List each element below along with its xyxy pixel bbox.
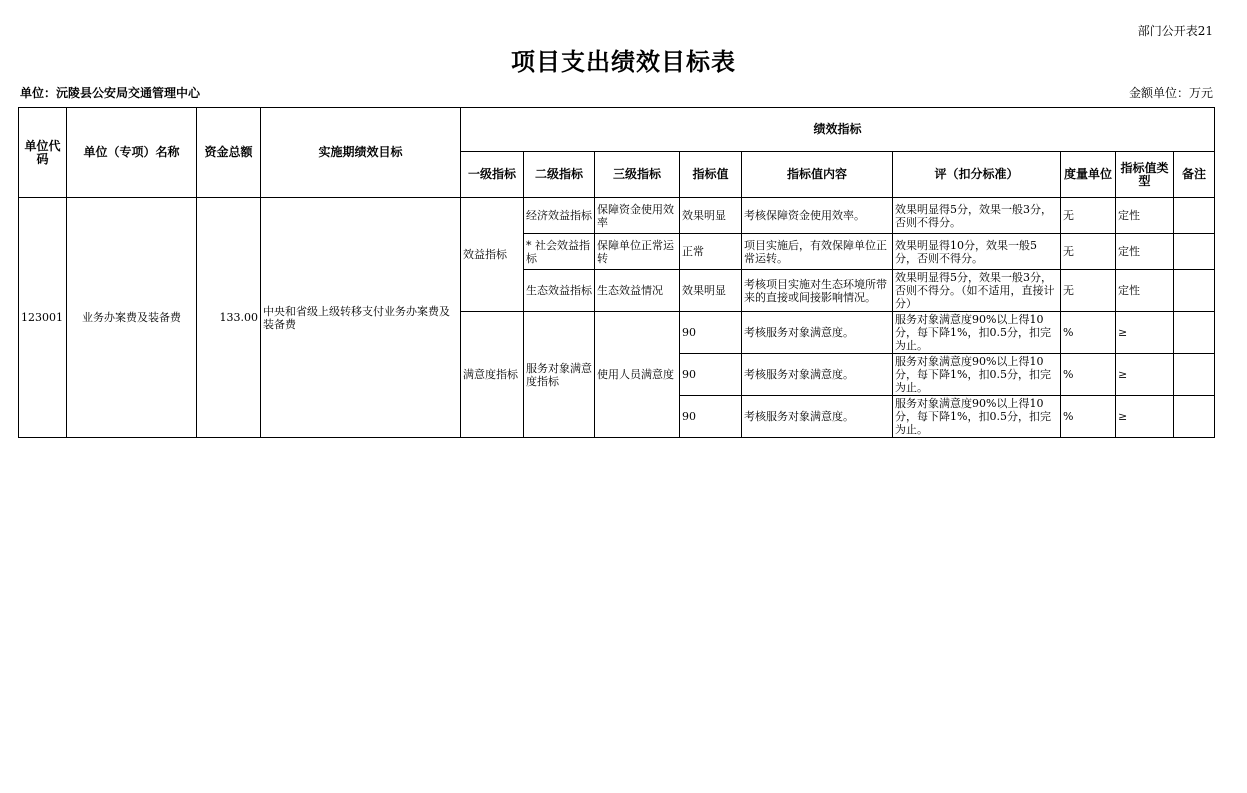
value-cell: 90 [680,396,742,438]
header-total-funds: 资金总额 [197,108,261,198]
remark-cell [1174,312,1215,354]
scoring-cell: 效果明显得5分，效果一般3分，否则不得分。（如不适用，直接计分） [893,270,1061,312]
content-cell: 考核服务对象满意度。 [742,396,893,438]
header-scoring: 评（扣分标准） [893,152,1061,198]
level1-cell: 效益指标 [461,198,524,312]
scoring-cell: 效果明显得5分，效果一般3分，否则不得分。 [893,198,1061,234]
project-code: 123001 [19,198,67,438]
unit-cell: 无 [1061,270,1116,312]
unit-label: 单位：沅陵县公安局交通管理中心 [20,86,201,100]
type-cell: 定性 [1116,198,1174,234]
value-cell: 效果明显 [680,198,742,234]
remark-cell [1174,234,1215,270]
remark-cell [1174,396,1215,438]
remark-cell [1174,354,1215,396]
scoring-cell: 服务对象满意度90%以上得10分，每下降1%，扣0.5分，扣完为止。 [893,396,1061,438]
header-unit-name: 单位（专项）名称 [67,108,197,198]
type-cell: ≥ [1116,396,1174,438]
level3-cell: 生态效益情况 [595,270,680,312]
table-row [19,198,1215,234]
header-level3: 三级指标 [595,152,680,198]
header-remark: 备注 [1174,152,1215,198]
project-name: 业务办案费及装备费 [67,198,197,438]
money-unit-label: 金额单位：万元 [1128,86,1213,100]
type-cell: ≥ [1116,354,1174,396]
header-level1: 一级指标 [461,152,524,198]
header-indicators: 绩效指标 [461,108,1215,152]
level3-cell: 使用人员满意度 [595,312,680,438]
header-measure-unit: 度量单位 [1061,152,1116,198]
value-cell: 90 [680,312,742,354]
project-amount: 133.00 [197,198,261,438]
content-cell: 考核服务对象满意度。 [742,312,893,354]
project-goal: 中央和省级上级转移支付业务办案费及装备费 [261,198,461,438]
content-cell: 考核服务对象满意度。 [742,354,893,396]
content-cell: 考核保障资金使用效率。 [742,198,893,234]
scoring-cell: 效果明显得10分，效果一般5分，否则不得分。 [893,234,1061,270]
header-goal: 实施期绩效目标 [261,108,461,198]
scoring-cell: 服务对象满意度90%以上得10分，每下降1%，扣0.5分，扣完为止。 [893,354,1061,396]
scoring-cell: 服务对象满意度90%以上得10分，每下降1%，扣0.5分，扣完为止。 [893,312,1061,354]
level2-cell: 经济效益指标 [524,198,595,234]
header-value-type: 指标值类型 [1116,152,1174,198]
header-unit-code: 单位代码 [19,108,67,198]
level2-cell: 服务对象满意度指标 [524,312,595,438]
page-title: 项目支出绩效目标表 [511,48,736,76]
unit-cell: 无 [1061,234,1116,270]
unit-cell: % [1061,396,1116,438]
value-cell: 90 [680,354,742,396]
content-cell: 考核项目实施对生态环境所带来的直接或间接影响情况。 [742,270,893,312]
unit-cell: % [1061,312,1116,354]
value-cell: 正常 [680,234,742,270]
level1-cell: 满意度指标 [461,312,524,438]
level2-cell: 生态效益指标 [524,270,595,312]
header-level2: 二级指标 [524,152,595,198]
value-cell: 效果明显 [680,270,742,312]
table-number-label: 部门公开表21 [1137,24,1213,38]
type-cell: 定性 [1116,234,1174,270]
performance-table [18,107,1215,438]
unit-cell: 无 [1061,198,1116,234]
type-cell: 定性 [1116,270,1174,312]
unit-cell: % [1061,354,1116,396]
remark-cell [1174,270,1215,312]
level3-cell: 保障资金使用效率 [595,198,680,234]
remark-cell [1174,198,1215,234]
level3-cell: 保障单位正常运转 [595,234,680,270]
content-cell: 项目实施后，有效保障单位正常运转。 [742,234,893,270]
header-value: 指标值 [680,152,742,198]
header-value-content: 指标值内容 [742,152,893,198]
type-cell: ≥ [1116,312,1174,354]
level2-cell: * 社会效益指标 [524,234,595,270]
